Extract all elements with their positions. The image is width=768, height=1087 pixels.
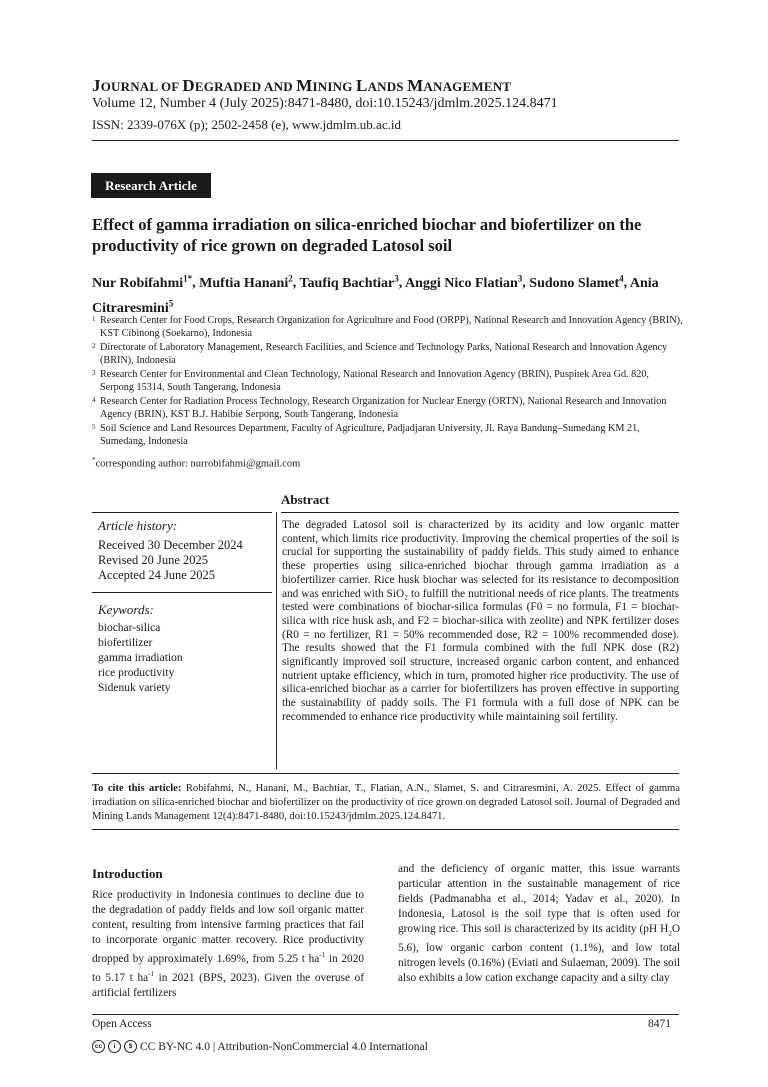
open-access-label: Open Access <box>92 1018 152 1030</box>
received-date: Received 30 December 2024 <box>98 538 243 552</box>
keyword: biochar-silica <box>98 622 161 634</box>
corresponding-author: *corresponding author: nurrobifahmi@gmail.com <box>92 456 301 470</box>
keyword: gamma irradiation <box>98 652 183 664</box>
footer-rule <box>92 1014 679 1015</box>
abstract-bottom-rule <box>92 773 679 774</box>
keyword-list <box>98 621 183 696</box>
citation-rule <box>92 829 679 830</box>
introduction-left-column: Rice productivity in Indonesia continues to decline due to the degradation of paddy fields and low soil organic matter content, resulting from intensive farming practices that fail to incorporate organic matter recovery. Rice productivity dropped by approximately 1.69%, from 5.25 t $ha^{-1}$ in 2020 to 5.17 t $ha^{-1}$ in 2021 (BPS, 2023). Given the overuse of artificial fertilizers <box>92 889 365 999</box>
sidebar-top-rule <box>92 512 272 513</box>
header-divider <box>92 140 679 141</box>
author: Ania Citraresmini$^5$ <box>92 275 659 317</box>
journal-issn: ISSN: 2339-076X (p); 2502-2458 (e), www.jdmlm.ub.ac.id <box>92 117 401 132</box>
journal-title: JOURNAL OF DEGRADED AND MINING LANDS MANAGEMENT <box>92 76 512 95</box>
cc-icon: cc <box>92 1040 105 1053</box>
affiliation-list <box>92 314 684 449</box>
keyword: biofertilizer <box>98 637 153 649</box>
introduction-right-column: and the deficiency of organic matter, this issue warrants particular attention in the sustainable management of rice fields (Padmanabha et al., 2014; Yadav et al., 2020). In Indonesia, Latosol is the soil type that is often used for growing rice. This soil is characterized by its acidity (pH $H_2O$ 5.6), low organic carbon content (1.1%), and low total nitrogen levels (0.16%) (Eviati and Sulaeman, 2009). The soil also exhibits a low cation exchange capacity and a silty clay <box>398 863 680 985</box>
keywords-label: Keywords: <box>98 602 154 617</box>
author: Taufiq Bachtiar$^3$ <box>299 273 399 291</box>
revised-date: Revised 20 June 2025 <box>98 553 209 567</box>
abstract-vertical-rule <box>276 512 277 769</box>
page-number: 8471 <box>648 1018 671 1030</box>
keyword: Sidenuk variety <box>98 682 171 694</box>
noncommercial-icon: $ <box>124 1040 137 1053</box>
author: Muftia Hanani$^2$ <box>199 273 293 291</box>
affiliation: 5 Soil Science and Land Resources Department, Faculty of Agriculture, Padjadjaran University, Jl. Raya Bandung–Sumedang KM 21, Sumedang, Indonesia <box>92 423 640 447</box>
affiliation: 1 Research Center for Food Crops, Research Organization for Agriculture and Food (ORPP), National Research and Innovation Agency (BRIN), KST Cibinong (Soekarno), Indonesia <box>92 315 683 339</box>
author: Anggi Nico Flatian$^3$ <box>405 273 523 291</box>
article-history-label: Article history: <box>98 518 178 533</box>
abstract-heading: Abstract <box>281 492 330 507</box>
article-history <box>98 538 243 583</box>
affiliation: 3 Research Center for Environmental and Clean Technology, National Research and Innovation Agency (BRIN), Puspitek Area Gd. 820, Serpong 15314, South Tangerang, Indonesia <box>92 369 649 393</box>
author-list: Nur Robifahmi$^{1*}$, Muftia Hanani$^2$, Taufiq Bachtiar$^3$, Anggi Nico Flatian$^3$, Sudono Slamet$^4$, Ania Citraresmini$^5$ <box>92 273 659 317</box>
journal-volume: Volume 12, Number 4 (July 2025):8471-8480, doi:10.15243/jdmlm.2025.124.8471 <box>92 96 558 111</box>
affiliation: 4 Research Center for Radiation Process Technology, Research Organization for Nuclear Energy (ORTN), National Research and Innovation Agency (BRIN), KST B.J. Habibie Serpong, South Tangerang, Indonesia <box>92 396 667 420</box>
abstract-text: The degraded Latosol soil is characterized by its acidity and low organic matter content, which limits rice productivity. Improving the chemical properties of the soil is crucial for supporting the sustainability of paddy fields. This study aimed to enhance these properties using silica-enriched biochar through gamma irradiation as a biofertilizer carrier. Rice husk biochar was selected for its resistance to decomposition and was enriched with SiO₂ to fulfill the nutritional needs of rice plants. The treatments tested were combinations of biochar-silica formulas (F0 = no formula, F1 = biochar-silica with rice husk ash, and F2 = biochar-silica with zeolite) and NPK fertilizer doses (R0 = no fertilizer, R1 = 50% recommended dose, R2 = 100% recommended dose). The results showed that the F1 formula combined with the full NPK dose (R2) significantly improved soil structure, increased organic carbon content, and enhanced nutrient uptake efficiency, which in turn, promoted higher rice productivity. The use of silica-enriched biochar as a carrier for biofertilizers has proven effective in supporting the sustainability of paddy soils. The F1 formula with a full dose of NPK can be recommended to enhance rice productivity while maintaining soil fertility. <box>282 519 679 723</box>
license-text[interactable]: CC BY-NC 4.0 | Attribution-NonCommercial 4.0 International <box>140 1040 428 1053</box>
accepted-date: Accepted 24 June 2025 <box>98 568 215 582</box>
author: Nur Robifahmi$^{1*}$ <box>92 273 193 291</box>
keyword: rice productivity <box>98 667 175 679</box>
author: Sudono Slamet$^4$ <box>529 273 624 291</box>
affiliation: 2 Directorate of Laboratory Management, Research Facilities, and Science and Technology Parks, National Research and Innovation Agency (BRIN), Indonesia <box>92 342 668 366</box>
article-title: Effect of gamma irradiation on silica-enriched biochar and biofertilizer on the productivity of rice grown on degraded Latosol soil <box>92 215 642 255</box>
license-line <box>92 1040 428 1053</box>
introduction-heading: Introduction <box>92 866 163 881</box>
attribution-icon: i <box>108 1040 121 1053</box>
sidebar-divider <box>92 592 272 593</box>
citation: To cite this article: Robifahmi, N., Hanani, M., Bachtiar, T., Flatian, A.N., Slamet, S. and Citraresmini, A. 2025. Effect of gamma irradiation on silica-enriched biochar and biofertilizer on the productivity of rice grown on degraded Latosol soil. Journal of Degraded and Mining Lands Management 12(4):8471-8480, doi:10.15243/jdmlm.2025.124.8471. <box>92 783 681 822</box>
article-type-badge: Research Article <box>91 173 211 198</box>
abstract-top-rule <box>281 512 679 513</box>
